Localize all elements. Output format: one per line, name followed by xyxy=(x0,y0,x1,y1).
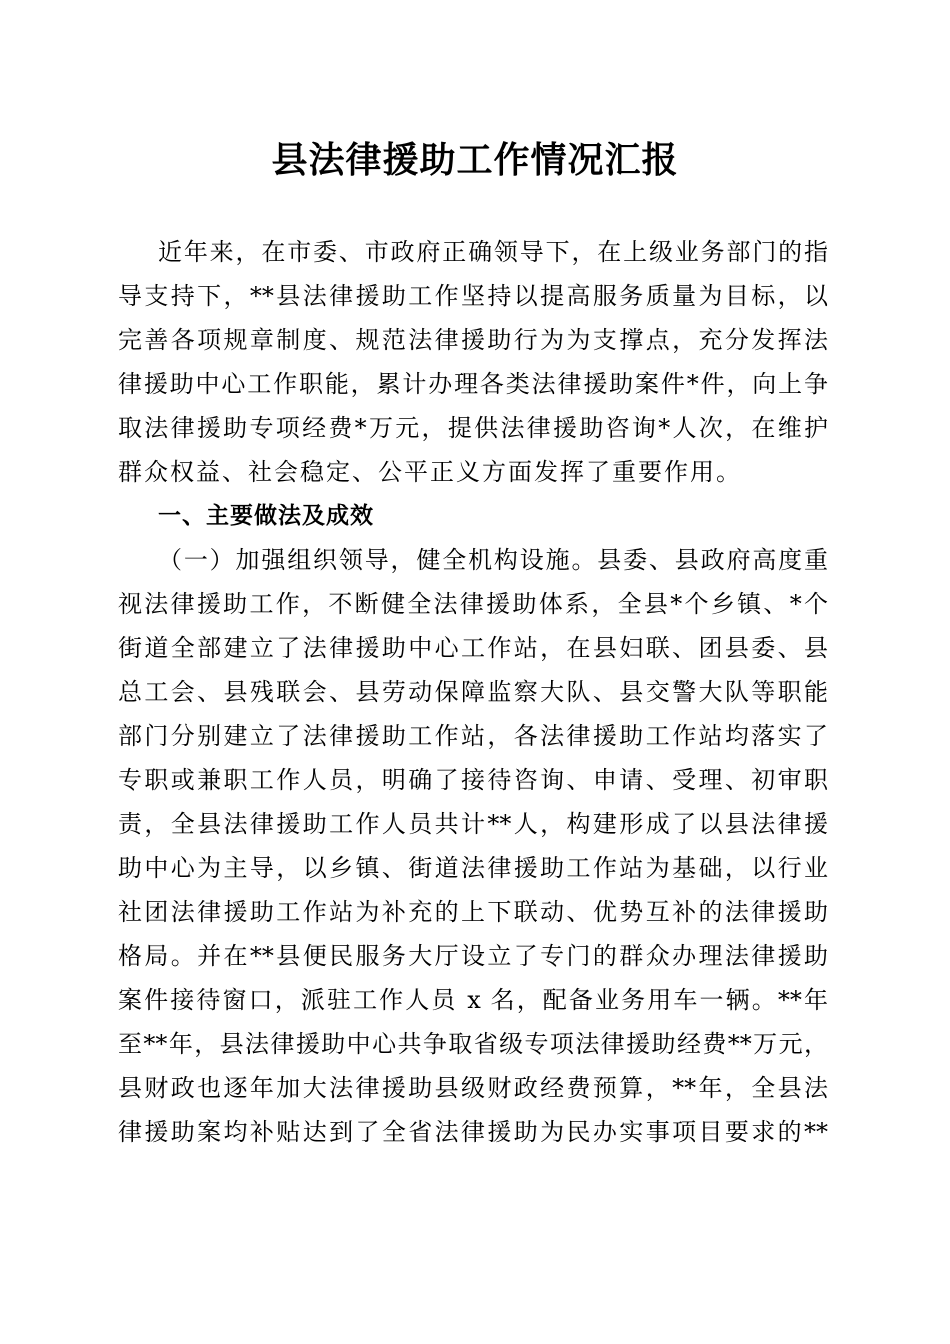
section-heading: 一、主要做法及成效 xyxy=(158,503,374,529)
intro-line: 取法律援助专项经费*万元，提供法律援助咨询*人次，在维护 xyxy=(118,414,828,442)
section1-line: 视法律援助工作，不断健全法律援助体系，全县*个乡镇、*个 xyxy=(118,590,828,618)
document-title: 县法律援助工作情况汇报 xyxy=(271,139,679,181)
intro-line: 完善各项规章制度、规范法律援助行为为支撑点，充分发挥法 xyxy=(118,326,828,354)
section1-line: 格局。并在**县便民服务大厅设立了专门的群众办理法律援助 xyxy=(118,942,828,970)
section1-line: 至**年，县法律援助中心共争取省级专项法律援助经费**万元， xyxy=(118,1030,828,1058)
intro-line: 群众权益、社会稳定、公平正义方面发挥了重要作用。 xyxy=(118,458,742,486)
section1-line: 部门分别建立了法律援助工作站，各法律援助工作站均落实了 xyxy=(118,722,828,750)
section1-line: （一）加强组织领导，健全机构设施。县委、县政府高度重 xyxy=(158,546,828,574)
section1-line: 责，全县法律援助工作人员共计**人，构建形成了以县法律援 xyxy=(118,810,828,838)
section1-line: 律援助案均补贴达到了全省法律援助为民办实事项目要求的** xyxy=(118,1118,828,1146)
section1-line: 专职或兼职工作人员，明确了接待咨询、申请、受理、初审职 xyxy=(118,766,828,794)
intro-line: 导支持下，**县法律援助工作坚持以提高服务质量为目标，以 xyxy=(118,282,828,310)
intro-line: 律援助中心工作职能，累计办理各类法律援助案件*件，向上争 xyxy=(118,370,828,398)
section1-line: 县财政也逐年加大法律援助县级财政经费预算，**年，全县法 xyxy=(118,1074,828,1102)
section1-line: 街道全部建立了法律援助中心工作站，在县妇联、团县委、县 xyxy=(118,634,828,662)
section1-line: 助中心为主导，以乡镇、街道法律援助工作站为基础，以行业 xyxy=(118,854,828,882)
section1-line: 案件接待窗口，派驻工作人员 x 名，配备业务用车一辆。**年 xyxy=(118,986,828,1014)
document-body xyxy=(118,230,828,1154)
section1-line: 社团法律援助工作站为补充的上下联动、优势互补的法律援助 xyxy=(118,898,828,926)
intro-line: 近年来，在市委、市政府正确领导下，在上级业务部门的指 xyxy=(158,238,828,266)
section1-line: 总工会、县残联会、县劳动保障监察大队、县交警大队等职能 xyxy=(118,678,828,706)
